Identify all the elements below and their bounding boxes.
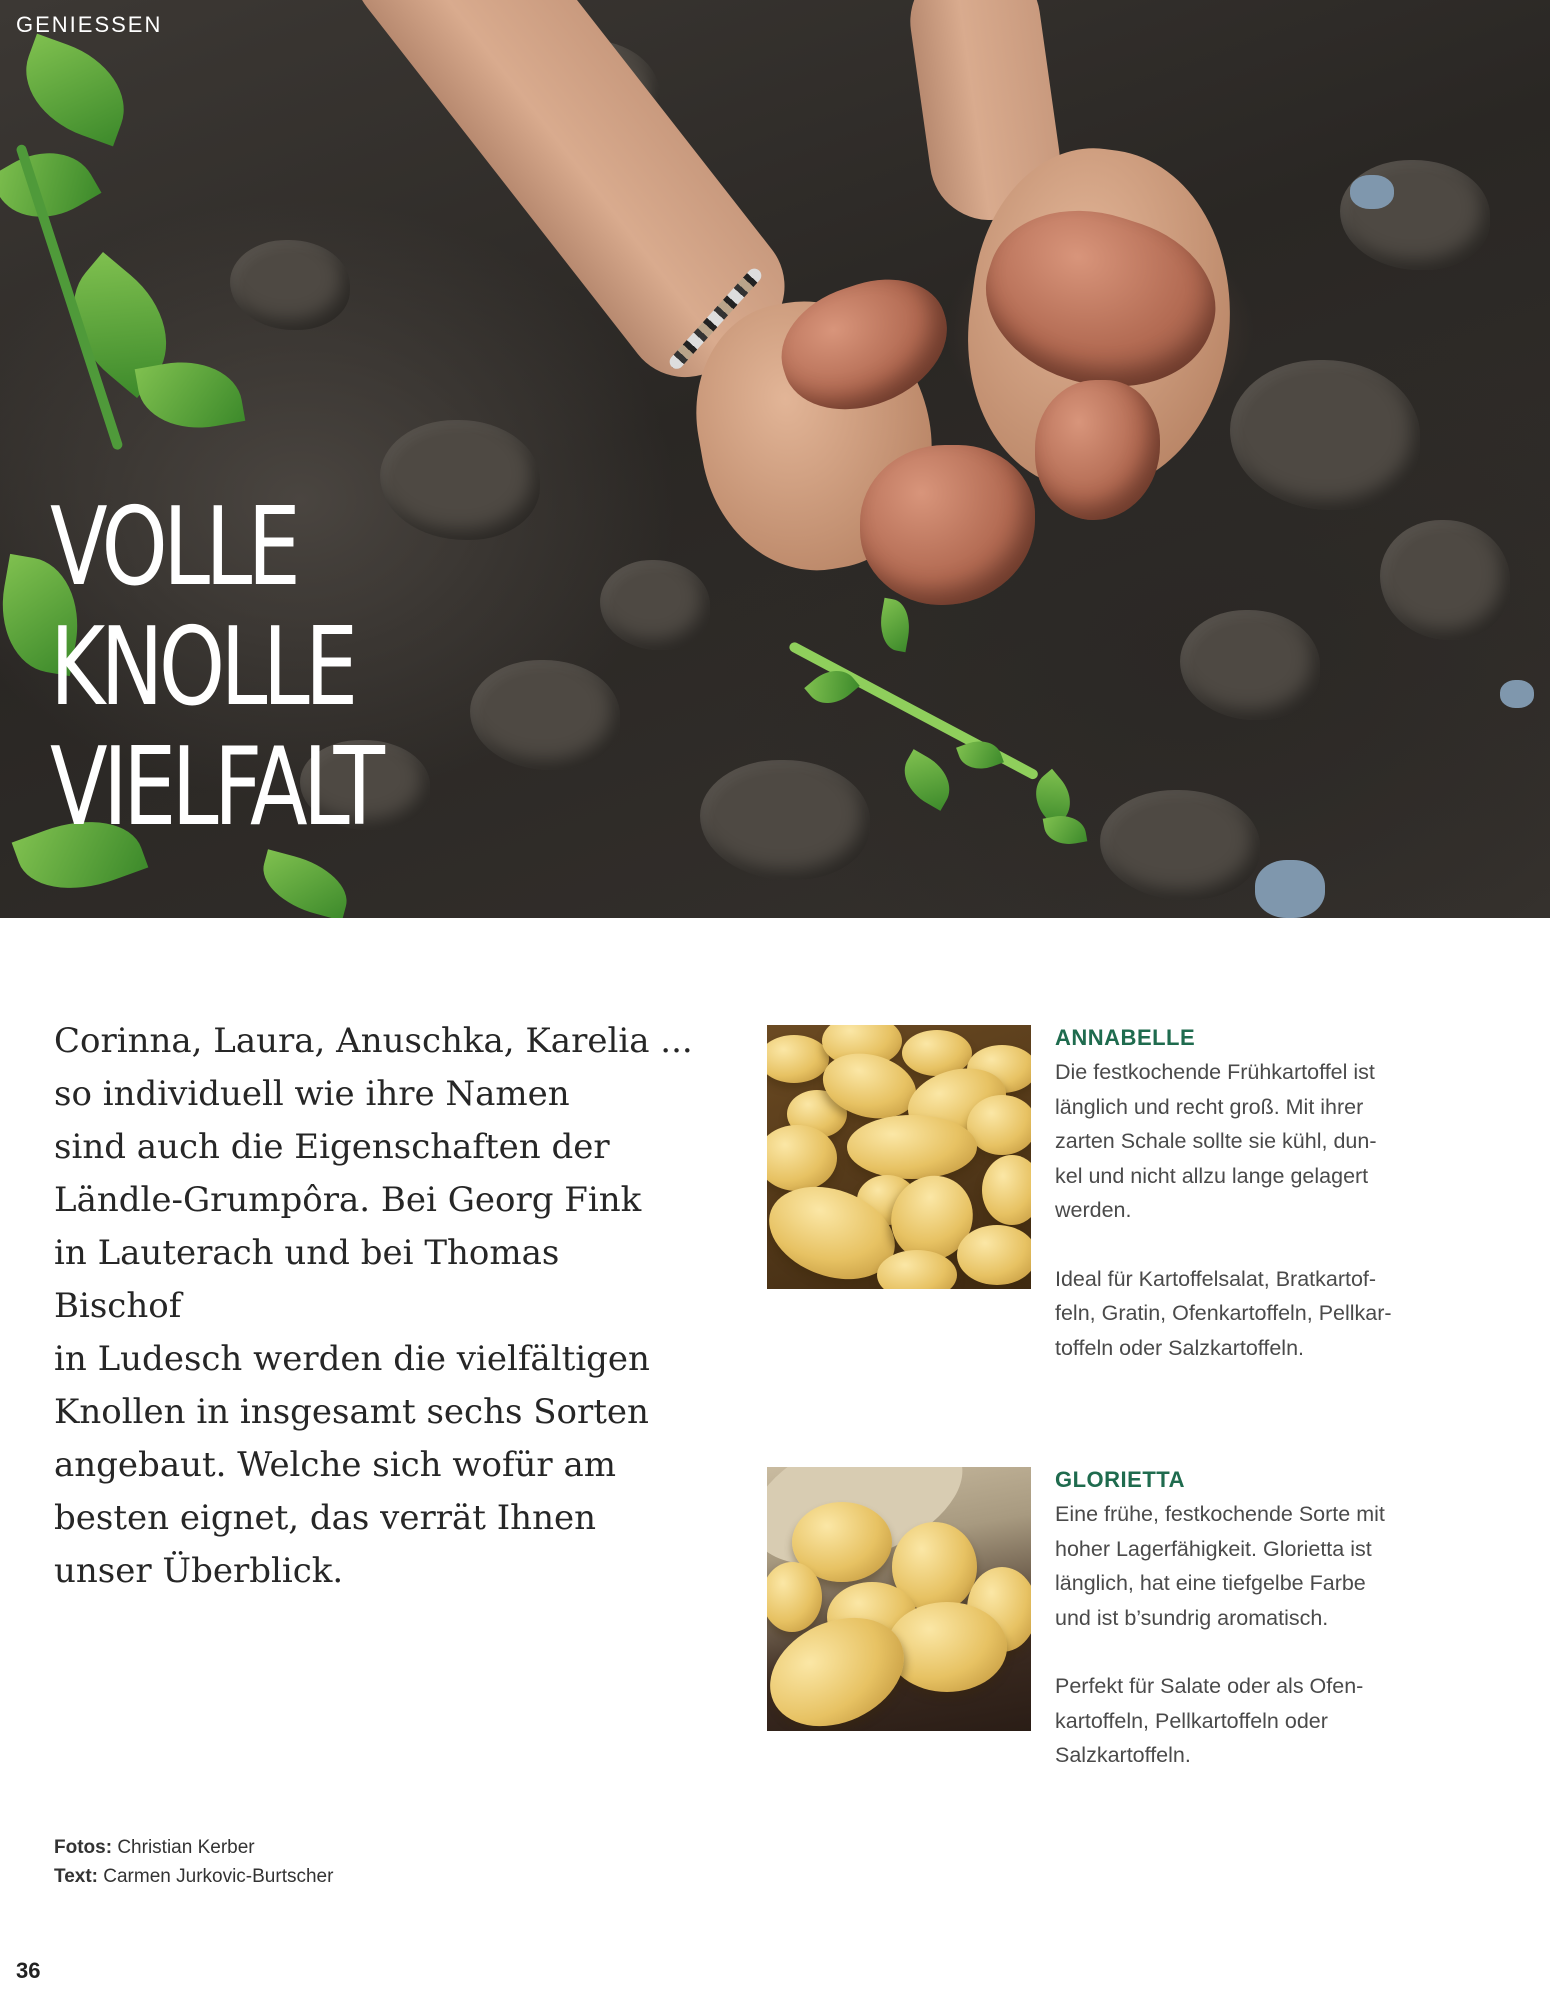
potato xyxy=(847,1115,977,1179)
annabelle-text xyxy=(1055,1025,1475,1365)
blue-stone xyxy=(1255,860,1325,918)
text-line: werden. xyxy=(1055,1198,1132,1222)
text-line: hoher Lagerfähigkeit. Glorietta ist xyxy=(1055,1536,1372,1561)
text-line: kel und nicht allzu lange gelagert xyxy=(1055,1163,1369,1188)
soil-clod xyxy=(1380,520,1510,640)
variety-description xyxy=(1055,1055,1475,1228)
blue-stone xyxy=(1500,680,1534,708)
soil-clod xyxy=(230,240,350,330)
intro-line: sind auch die Eigenschaften der xyxy=(54,1127,610,1167)
leaf xyxy=(0,132,101,238)
intro-line: Knollen in insgesamt sechs Sorten xyxy=(54,1392,649,1432)
text-credit xyxy=(54,1862,333,1891)
text-line: länglich, hat eine tiefgelbe Farbe xyxy=(1055,1571,1366,1595)
potato xyxy=(767,1035,829,1083)
photo-credit xyxy=(54,1833,333,1862)
section-label: GENIESSEN xyxy=(16,12,163,37)
leaf xyxy=(894,749,961,811)
intro-line: Corinna, Laura, Anuschka, Karelia ... xyxy=(54,1021,693,1061)
leaf xyxy=(1043,812,1088,848)
leaf xyxy=(876,598,914,652)
annabelle-potatoes-photo xyxy=(767,1025,1031,1289)
text-credit-name: Carmen Jurkovic-Burtscher xyxy=(103,1866,334,1887)
potato xyxy=(982,1155,1031,1225)
text-line: und ist b’sundrig aromatisch. xyxy=(1055,1605,1329,1630)
soil-clod xyxy=(1180,610,1320,720)
variety-name: GLORIETTA xyxy=(1055,1467,1185,1492)
variety-usage xyxy=(1055,1669,1475,1773)
variety-usage xyxy=(1055,1262,1475,1366)
photo-credit-name: Christian Kerber xyxy=(117,1837,255,1858)
hero-title-line: VIELFALT xyxy=(50,725,381,850)
hero-title-line: KNOLLE xyxy=(50,605,354,730)
text-line: Eine frühe, festkochende Sorte mit xyxy=(1055,1502,1385,1526)
soil-clod xyxy=(380,420,540,540)
soil-clod xyxy=(700,760,870,880)
glorietta-text xyxy=(1055,1467,1475,1773)
variety-name: ANNABELLE xyxy=(1055,1025,1196,1050)
hero-image xyxy=(0,0,1550,918)
page-number: 36 xyxy=(16,1958,41,1983)
blue-stone xyxy=(1350,175,1394,209)
text-credit-label: Text: xyxy=(54,1866,98,1887)
leaf xyxy=(10,34,141,147)
intro-line: unser Überblick. xyxy=(54,1551,344,1591)
intro-line: in Lauterach und bei Thomas Bischof xyxy=(54,1233,560,1326)
text-line: zarten Schale sollte sie kühl, dun- xyxy=(1055,1129,1377,1153)
text-line: kartoffeln, Pellkartoffeln oder xyxy=(1055,1708,1328,1733)
potato xyxy=(887,1602,1007,1692)
soil-clod xyxy=(1230,360,1420,510)
potato xyxy=(767,1562,822,1632)
hero-title xyxy=(50,485,381,850)
soil-clod xyxy=(470,660,620,770)
photo-credit-label: Fotos: xyxy=(54,1837,113,1858)
potato xyxy=(1035,380,1160,520)
soil-clod xyxy=(600,560,710,650)
intro-line: Ländle-Grumpôra. Bei Georg Fink xyxy=(54,1180,642,1220)
glorietta-potatoes-photo xyxy=(767,1467,1031,1731)
text-line: Ideal für Kartoffelsalat, Bratkartof- xyxy=(1055,1266,1377,1291)
potato xyxy=(860,445,1035,605)
leaf xyxy=(255,849,355,918)
potato xyxy=(767,1125,837,1191)
variety-description xyxy=(1055,1497,1475,1635)
intro-line: in Ludesch werden die vielfältigen xyxy=(54,1339,650,1379)
intro-line: so individuell wie ihre Namen xyxy=(54,1074,570,1114)
hero-title-line: VOLLE xyxy=(50,485,297,610)
intro-line: besten eignet, das verrät Ihnen xyxy=(54,1498,596,1538)
text-line: Die festkochende Frühkartoffel ist xyxy=(1055,1060,1375,1084)
credits xyxy=(54,1833,333,1891)
intro-paragraph xyxy=(54,1015,694,1598)
text-line: Salzkartoffeln. xyxy=(1055,1743,1191,1767)
text-line: feln, Gratin, Ofenkartoffeln, Pellkar- xyxy=(1055,1301,1392,1325)
text-line: Perfekt für Salate oder als Ofen- xyxy=(1055,1674,1364,1698)
text-line: länglich und recht groß. Mit ihrer xyxy=(1055,1094,1364,1119)
soil-clod xyxy=(1100,790,1260,900)
potato xyxy=(957,1225,1031,1285)
text-line: toffeln oder Salzkartoffeln. xyxy=(1055,1335,1305,1360)
intro-line: angebaut. Welche sich wofür am xyxy=(54,1445,616,1485)
